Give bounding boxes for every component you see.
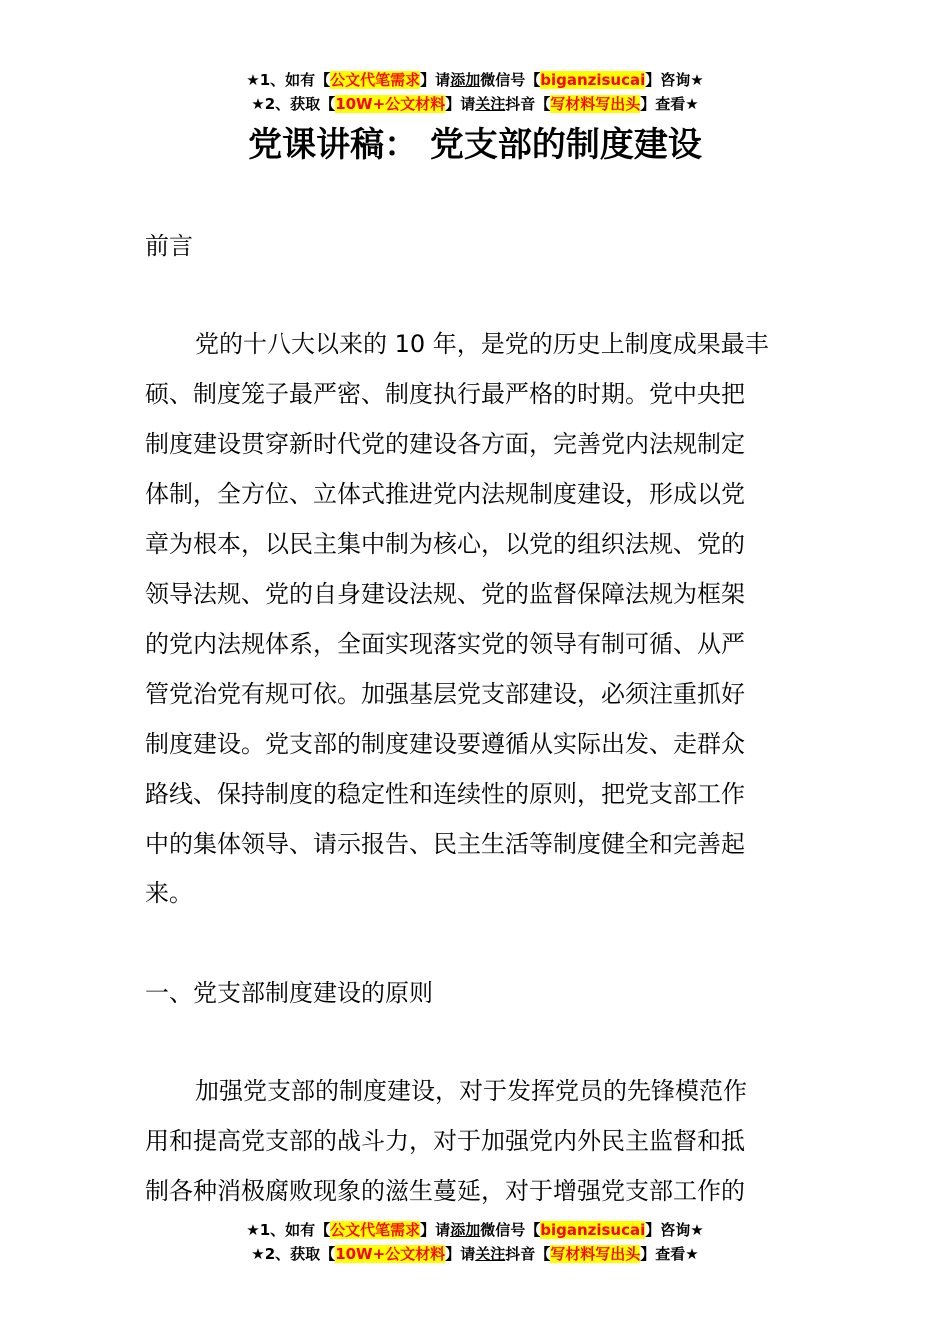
ad-text: 】请 [445, 1245, 476, 1263]
paragraph-line: 制度建设贯穿新时代党的建设各方面，完善党内法规制定 [145, 430, 745, 458]
bottom-ad-line-2 [0, 1244, 950, 1264]
ad-text: 】查看★ [640, 1245, 699, 1263]
ad-highlight: 写材料写出头 [550, 95, 641, 113]
paragraph-line: 领导法规、党的自身建设法规、党的监督保障法规为框架 [145, 580, 745, 608]
paragraph-line: 制各种消极腐败现象的滋生蔓延，对于增强党支部工作的 [145, 1177, 745, 1205]
ad-text: 】请 [445, 95, 476, 113]
ad-underlined-text: 添加 [450, 1221, 481, 1239]
ad-highlight: 公文代笔需求 [330, 71, 421, 89]
ad-highlight: 10W+公文材料 [335, 95, 446, 113]
ad-text: 】请 [420, 1221, 451, 1239]
paragraph-line: 中的集体领导、请示报告、民主生活等制度健全和完善起 [145, 830, 745, 858]
ad-wechat-id: biganzisucai [540, 71, 646, 89]
ad-text: ★2、获取【 [251, 95, 336, 113]
paragraph-line: 硕、制度笼子最严密、制度执行最严格的时期。党中央把 [145, 380, 745, 408]
document-title: 党课讲稿： 党支部的制度建设 [248, 125, 702, 165]
top-ad-line-2 [0, 94, 950, 114]
ad-highlight: 公文代笔需求 [330, 1221, 421, 1239]
paragraph-line: 来。 [145, 879, 193, 907]
paragraph-line: 章为根本，以民主集中制为核心，以党的组织法规、党的 [145, 530, 745, 558]
paragraph-line: 路线、保持制度的稳定性和连续性的原则，把党支部工作 [145, 780, 745, 808]
ad-text: 】咨询★ [645, 1221, 704, 1239]
ad-wechat-id: biganzisucai [540, 1221, 646, 1239]
section-heading: 一、党支部制度建设的原则 [145, 979, 433, 1007]
top-ad-line-1 [0, 70, 950, 90]
ad-text: ★2、获取【 [251, 1245, 336, 1263]
ad-text: 】请 [420, 71, 451, 89]
ad-text: 抖音【 [505, 95, 551, 113]
ad-highlight: 10W+公文材料 [335, 1245, 446, 1263]
paragraph-line: 党的十八大以来的 10 年，是党的历史上制度成果最丰 [195, 330, 769, 358]
paragraph-line: 制度建设。党支部的制度建设要遵循从实际出发、走群众 [145, 730, 745, 758]
paragraph-line: 加强党支部的制度建设，对于发挥党员的先锋模范作 [195, 1077, 747, 1105]
paragraph-line: 用和提高党支部的战斗力，对于加强党内外民主监督和抵 [145, 1127, 745, 1155]
bottom-ad-line-1 [0, 1220, 950, 1240]
ad-text: ★1、如有【 [246, 71, 331, 89]
paragraph-line: 体制，全方位、立体式推进党内法规制度建设，形成以党 [145, 480, 745, 508]
ad-text: ★1、如有【 [246, 1221, 331, 1239]
ad-underlined-text: 关注 [475, 1245, 506, 1263]
ad-text: 微信号【 [480, 71, 541, 89]
ad-underlined-text: 关注 [475, 95, 506, 113]
ad-text: 微信号【 [480, 1221, 541, 1239]
ad-text: 抖音【 [505, 1245, 551, 1263]
ad-text: 】查看★ [640, 95, 699, 113]
ad-highlight: 写材料写出头 [550, 1245, 641, 1263]
ad-text: 】咨询★ [645, 71, 704, 89]
paragraph-line: 的党内法规体系，全面实现落实党的领导有制可循、从严 [145, 630, 745, 658]
paragraph-line: 管党治党有规可依。加强基层党支部建设，必须注重抓好 [145, 680, 745, 708]
preface-heading: 前言 [145, 232, 193, 260]
ad-underlined-text: 添加 [450, 71, 481, 89]
